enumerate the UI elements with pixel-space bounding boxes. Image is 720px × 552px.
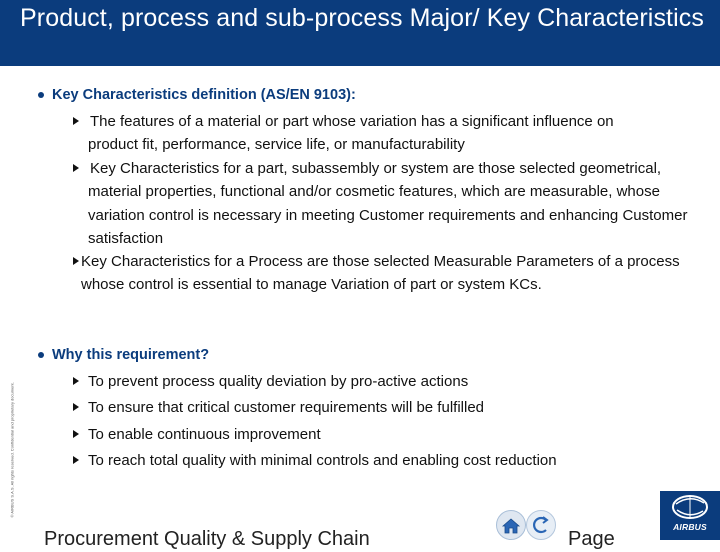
footer-department: Procurement Quality & Supply Chain [44, 528, 370, 550]
list-item [0, 396, 720, 420]
section-2-heading-row [0, 346, 720, 366]
triangle-arrow-icon [73, 164, 79, 172]
triangle-arrow-icon [73, 403, 79, 411]
list-item [0, 370, 720, 394]
list-item-text: To reach total quality with minimal controls and enabling cost reduction [88, 452, 557, 469]
section-heading: Why this requirement? [52, 347, 210, 363]
home-icon-glyph [497, 511, 525, 539]
list-item-text: Key Characteristics for a Process are those selected Measurable Parameters of a process whose control is essential to manage Variation of part or system KCs. [81, 253, 680, 294]
list-item-text: Key Characteristics for a part, subassembly or system are those selected geometrical, material properties, functional and/or cosmetic features, which are measurable, whose variation control is necessary in meeting Customer requirements and enhancing Customer satisfaction [88, 160, 688, 248]
list-item [0, 250, 720, 322]
triangle-arrow-icon [73, 377, 79, 385]
back-arrow-icon-glyph [527, 511, 555, 539]
slide-title: Product, process and sub-process Major/ Key Characteristics [20, 4, 704, 32]
airbus-logo [660, 491, 720, 540]
triangle-arrow-icon [73, 456, 79, 464]
round-bullet-icon [38, 352, 44, 358]
round-bullet-icon [38, 92, 44, 98]
section-heading: Key Characteristics definition (AS/EN 9103): [52, 87, 356, 103]
triangle-arrow-icon [73, 257, 79, 265]
list-item-text: To enable continuous improvement [88, 426, 321, 443]
airbus-logo-mark [660, 491, 720, 523]
list-item-text: To ensure that critical customer requirements will be fulfilled [88, 399, 484, 416]
copyright-notice: © AIRBUS S.A.S. All rights reserved. Confidential and proprietary document. [9, 382, 15, 518]
list-item-text: The features of a material or part whose variation has a significant influence on product fit, performance, service life, or manufacturability [88, 113, 614, 154]
triangle-arrow-icon [73, 430, 79, 438]
footer-page-label: Page [568, 528, 615, 550]
home-icon[interactable] [496, 510, 526, 540]
triangle-arrow-icon [73, 117, 79, 125]
list-item [0, 110, 720, 158]
list-item-text: To prevent process quality deviation by pro-active actions [88, 373, 469, 390]
airbus-logo-text: AIRBUS [673, 522, 707, 532]
section-1-heading-row [0, 86, 720, 106]
list-item [0, 449, 720, 473]
list-item [0, 423, 720, 447]
back-arrow-icon[interactable] [526, 510, 556, 540]
list-item [0, 157, 720, 251]
